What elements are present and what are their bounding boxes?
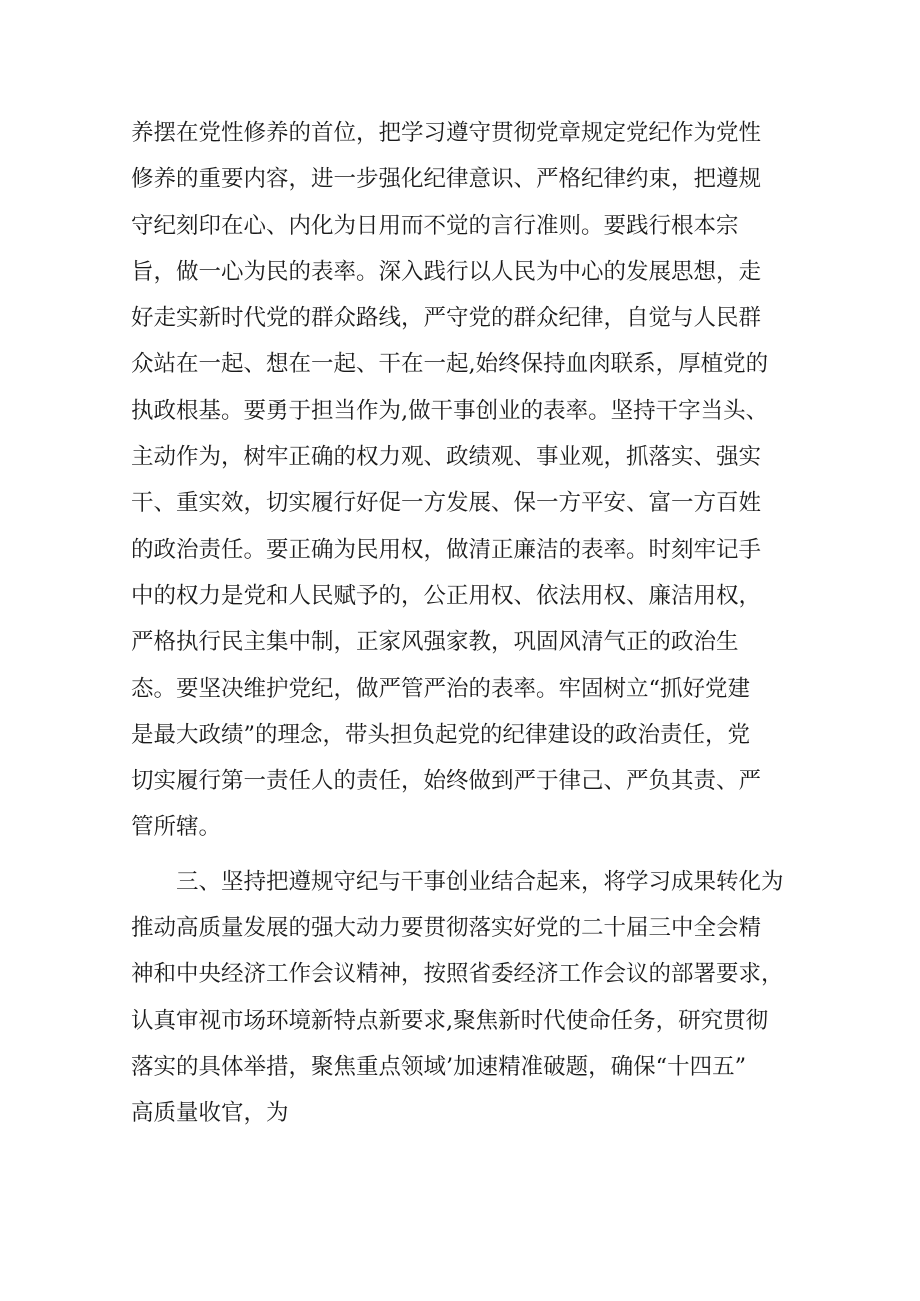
- text-line: 众站在一起、想在一起、干在一起,始终保持血肉联系，厚植党的: [131, 351, 769, 378]
- text-line: 严格执行民主集中制，正家风强家教，巩固风清气正的政治生: [131, 629, 739, 656]
- text-line: 中的权力是党和人民赋予的，公正用权、依法用权、廉洁用权，: [131, 582, 762, 609]
- text-line: 态。要坚决维护党纪，做严管严治的表率。牢固树立“抓好党建: [131, 675, 751, 702]
- text-line: 的政治责任。要正确为民用权，做清正廉洁的表率。时刻牢记手: [131, 536, 762, 563]
- text-line: 切实履行第一责任人的责任，始终做到严于律己、严负其责、严: [131, 768, 762, 795]
- text-line: 旨，做一心为民的表率。深入践行以人民为中心的发展思想，走: [131, 258, 762, 285]
- text-line: 管所辖。: [131, 814, 222, 841]
- text-line: 干、重实效，切实履行好促一方发展、保一方平安、富一方百姓: [131, 490, 762, 517]
- paragraph-2: [131, 859, 811, 1137]
- text-line: 认真审视市场环境新特点新要求,聚焦新时代使命任务，研究贯彻: [131, 1007, 769, 1034]
- document-body: [131, 110, 811, 1137]
- paragraph-gap: [131, 851, 811, 859]
- text-line: 落实的具体举措，聚焦重点领域’加速精准破题，确保“十四五”: [131, 1053, 747, 1080]
- text-line: 是最大政绩”的理念，带头担负起党的纪律建设的政治责任，党: [131, 721, 751, 748]
- text-line: 养摆在党性修养的首位，把学习遵守贯彻党章规定党纪作为党性: [131, 120, 762, 146]
- text-line: 高质量收官，为: [131, 1100, 289, 1127]
- paragraph-1: [131, 110, 811, 851]
- text-line: 三、坚持把遵规守纪与干事创业结合起来，将学习成果转化为: [131, 868, 784, 895]
- text-line: 主动作为，树牢正确的权力观、政绩观、事业观，抓落实、强实: [131, 444, 762, 471]
- text-line: 神和中央经济工作会议精神，按照省委经济工作会议的部署要求，: [131, 961, 784, 988]
- text-line: 好走实新时代党的群众路线，严守党的群众纪律，自觉与人民群: [131, 305, 762, 332]
- text-line: 修养的重要内容，进一步强化纪律意识、严格纪律约束，把遵规: [131, 166, 762, 193]
- text-line: 守纪刻印在心、内化为日用而不觉的言行准则。要践行根本宗: [131, 212, 739, 239]
- text-line: 执政根基。要勇于担当作为,做干事创业的表率。坚持干字当头、: [131, 397, 769, 424]
- text-line: 推动高质量发展的强大动力要贯彻落实好党的二十届三中全会精: [131, 915, 762, 942]
